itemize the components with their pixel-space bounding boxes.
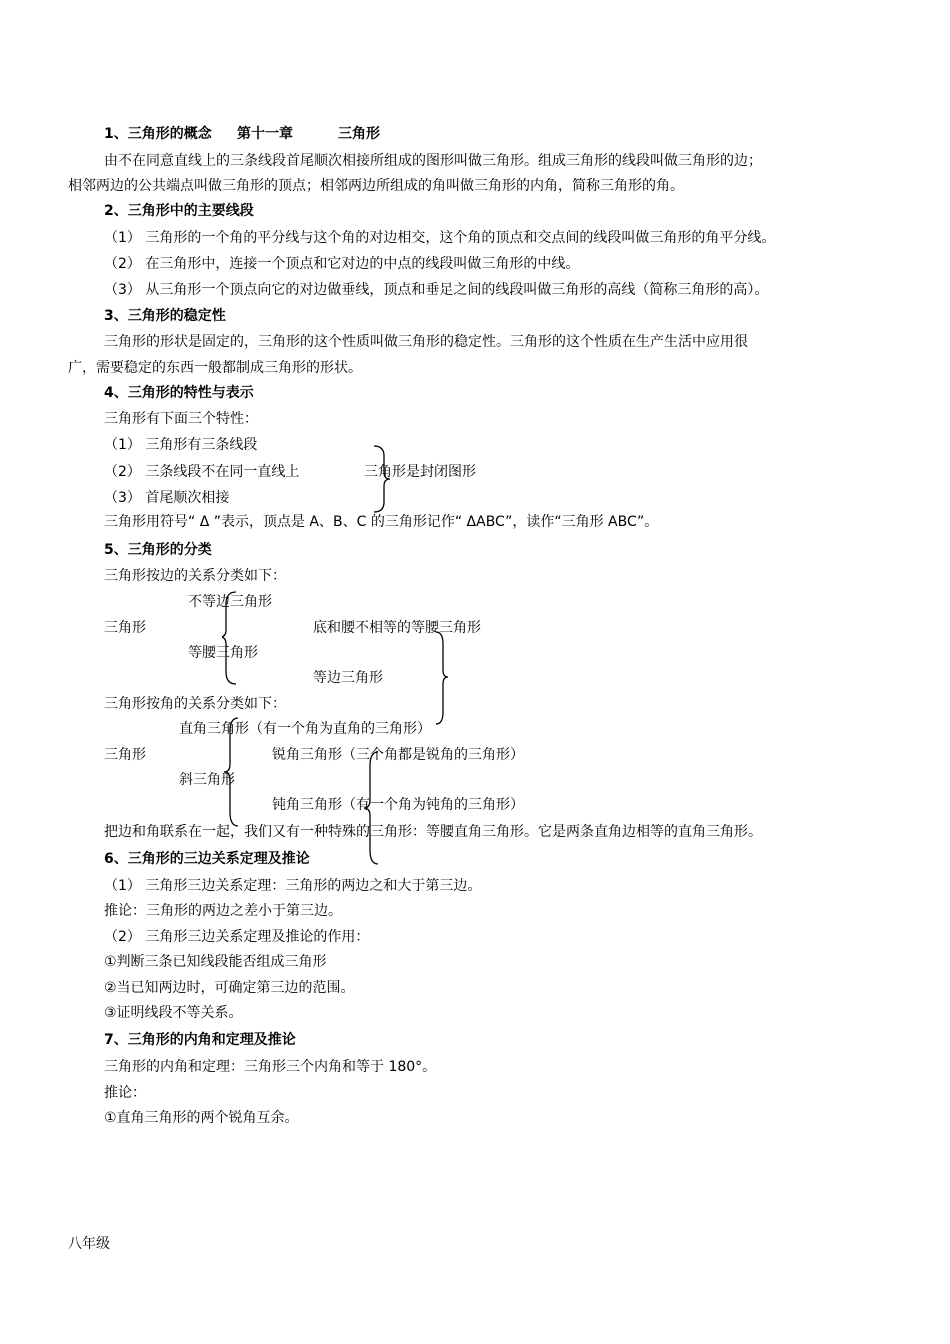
angle-classification-brace: [222, 716, 244, 828]
s5-by-side-intro: 三角形按边的关系分类如下：: [104, 568, 286, 584]
s4-symbol-line: 三角形用符号“ Δ ”表示，顶点是 A、B、C 的三角形记作“ ΔABC”，读作“三角形 ABC”。: [104, 514, 659, 530]
section-1-heading: 1、三角形的概念: [104, 126, 212, 142]
s5-triangle-root-angle: 三角形: [104, 747, 146, 763]
s5-equilateral: 等边三角形: [313, 670, 383, 686]
s6-use-3: ③证明线段不等关系。: [104, 1005, 243, 1021]
s6-use-1: ①判断三条已知线段能否组成三角形: [104, 954, 327, 970]
s1-paragraph-line-2: 相邻两边的公共端点叫做三角形的顶点；相邻两边所组成的角叫做三角形的内角，简称三角形的角。: [68, 178, 684, 194]
s7-corollary-1: ①直角三角形的两个锐角互余。: [104, 1110, 299, 1126]
section-7-heading: 7、三角形的内角和定理及推论: [104, 1032, 296, 1048]
s5-scalene: 不等边三角形: [188, 594, 272, 610]
features-brace: [372, 444, 394, 514]
s4-feature-3: （3） 首尾顺次相接: [104, 490, 230, 506]
s5-by-angle-intro: 三角形按角的关系分类如下：: [104, 696, 286, 712]
s2-item-3: （3） 从三角形一个顶点向它的对边做垂线，顶点和垂足之间的线段叫做三角形的高线（简称三角形的高）。: [104, 282, 769, 298]
s4-feature-result: 三角形是封闭图形: [364, 464, 476, 480]
s5-obtuse-triangle: 钝角三角形（有一个角为钝角的三角形）: [272, 797, 524, 813]
s2-item-1: （1） 三角形的一个角的平分线与这个角的对边相交，这个角的顶点和交点间的线段叫做三角形的角平分线。: [104, 230, 776, 246]
s6-corollary: 推论：三角形的两边之差小于第三边。: [104, 903, 342, 919]
s2-item-2: （2） 在三角形中，连接一个顶点和它对边的中点的线段叫做三角形的中线。: [104, 256, 580, 272]
s6-use-2: ②当已知两边时，可确定第三边的范围。: [104, 980, 355, 996]
s1-paragraph-line-1: 由不在同意直线上的三条线段首尾顺次相接所组成的图形叫做三角形。组成三角形的线段叫做三角形的边；: [104, 153, 762, 169]
s4-feature-2: （2） 三条线段不在同一直线上: [104, 464, 300, 480]
chapter-title: 三角形: [338, 126, 380, 142]
s4-intro: 三角形有下面三个特性：: [104, 411, 258, 427]
s7-theorem: 三角形的内角和定理：三角形三个内角和等于 180°。: [104, 1059, 437, 1075]
section-3-heading: 3、三角形的稳定性: [104, 308, 226, 324]
footer-grade: 八年级: [68, 1236, 110, 1252]
s6-uses-title: （2） 三角形三边关系定理及推论的作用：: [104, 929, 370, 945]
chapter-label: 第十一章: [237, 126, 293, 142]
s5-oblique-triangle: 斜三角形: [179, 772, 235, 788]
s4-feature-1: （1） 三角形有三条线段: [104, 437, 258, 453]
s6-theorem: （1） 三角形三边关系定理：三角形的两边之和大于第三边。: [104, 878, 482, 894]
s5-isosceles: 等腰三角形: [188, 645, 258, 661]
side-classification-brace: [222, 590, 244, 686]
section-5-heading: 5、三角形的分类: [104, 542, 212, 558]
section-6-heading: 6、三角形的三边关系定理及推论: [104, 851, 310, 867]
s5-combined: 把边和角联系在一起，我们又有一种特殊的三角形：等腰直角三角形。它是两条直角边相等的直角三角形。: [104, 824, 762, 840]
section-2-heading: 2、三角形中的主要线段: [104, 203, 254, 219]
s5-right-triangle: 直角三角形（有一个角为直角的三角形）: [179, 721, 431, 737]
isosceles-brace: [434, 630, 452, 726]
s3-line-2: 广，需要稳定的东西一般都制成三角形的形状。: [68, 360, 362, 376]
s5-triangle-root-side: 三角形: [104, 620, 146, 636]
section-4-heading: 4、三角形的特性与表示: [104, 385, 254, 401]
s5-isosceles-nonequal: 底和腰不相等的等腰三角形: [313, 620, 481, 636]
s3-line-1: 三角形的形状是固定的，三角形的这个性质叫做三角形的稳定性。三角形的这个性质在生产生活中应用很: [104, 334, 748, 350]
s7-corollary-label: 推论：: [104, 1085, 146, 1101]
s5-acute-triangle: 锐角三角形（三个角都是锐角的三角形）: [272, 747, 524, 763]
oblique-brace: [362, 750, 384, 866]
